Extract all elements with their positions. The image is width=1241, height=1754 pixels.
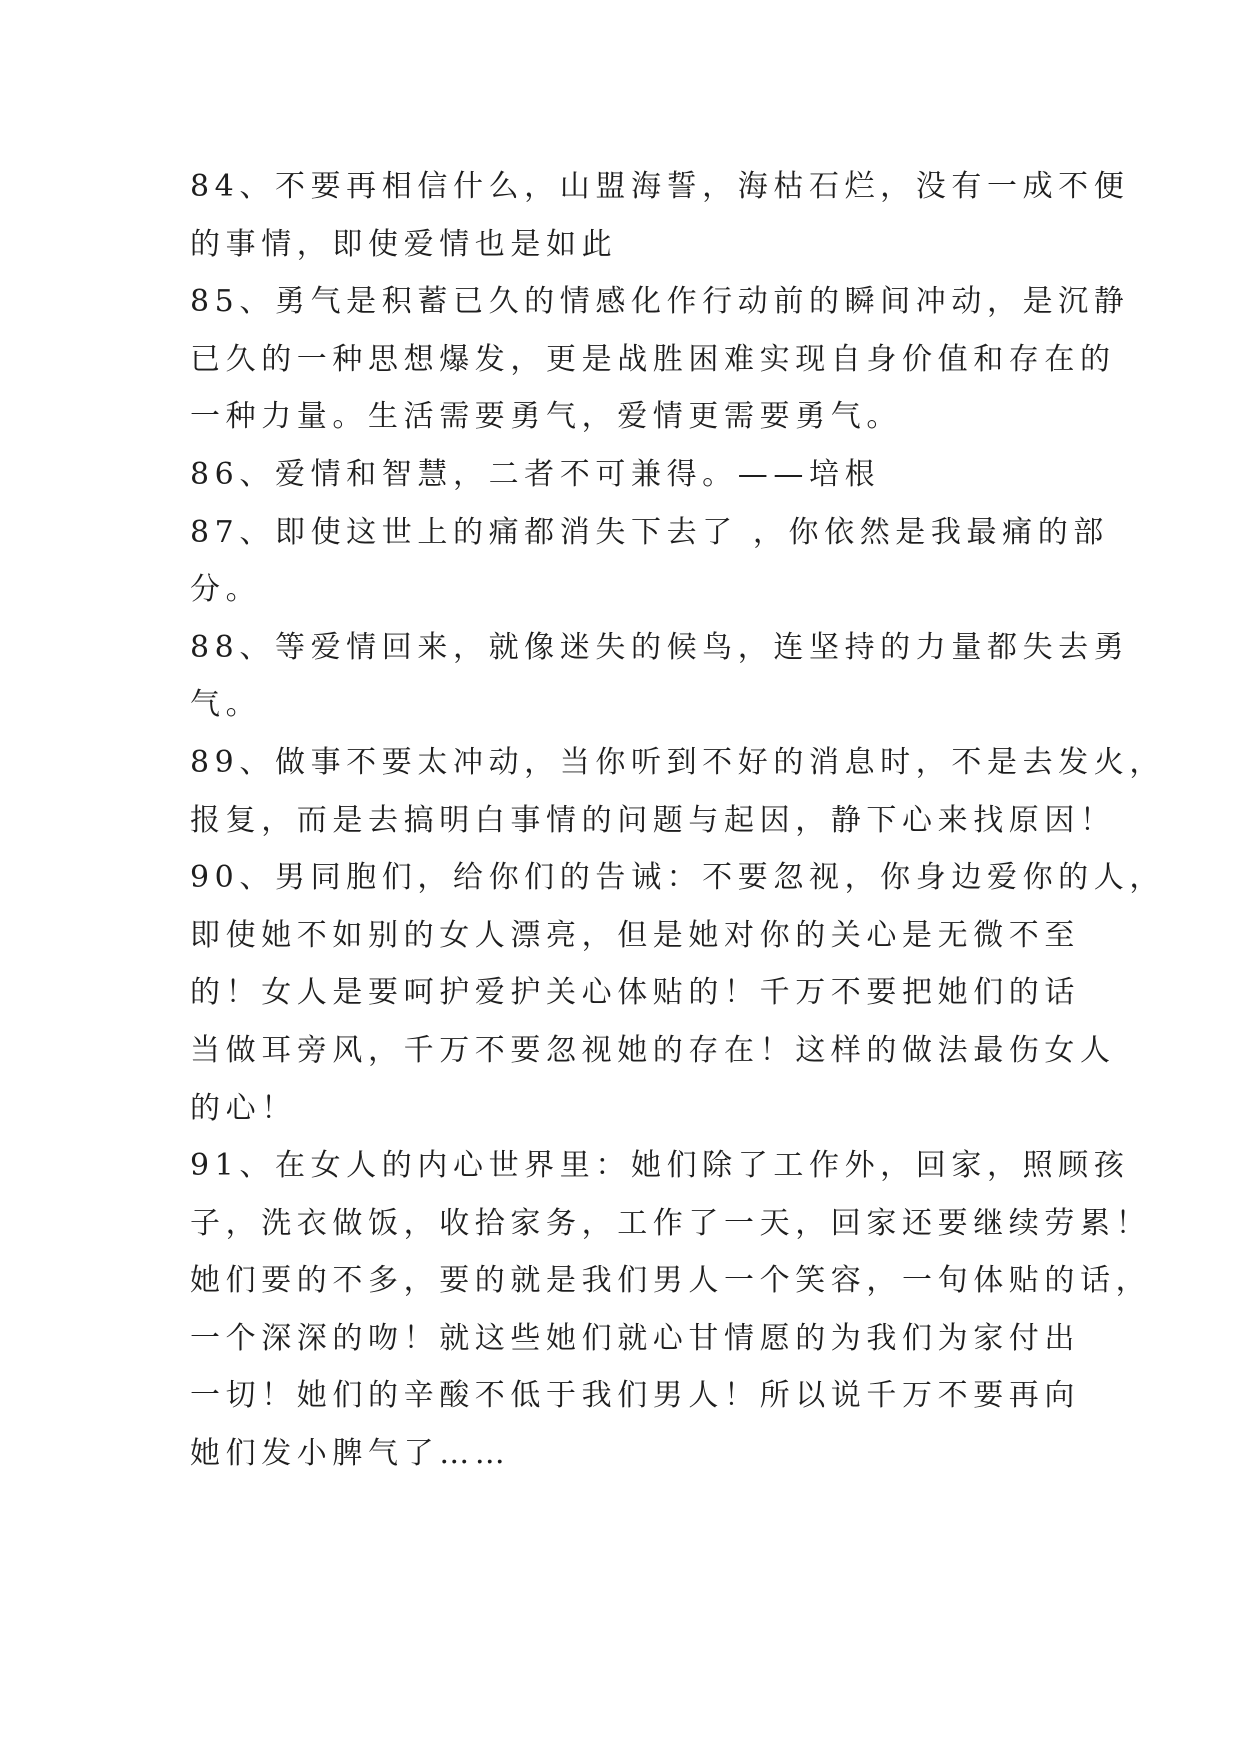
text-line-90-c: 的！女人是要呵护爱护关心体贴的！千万不要把她们的话 xyxy=(190,975,1080,1011)
text-line-84-a: 84、不要再相信什么，山盟海誓，海枯石烂，没有一成不便 xyxy=(190,169,1130,204)
text-line-85-b: 已久的一种思想爆发，更是战胜困难实现自身价值和存在的 xyxy=(190,341,1116,377)
text-line-88-a: 88、等爱情回来，就像迷失的候鸟，连坚持的力量都失去勇 xyxy=(190,629,1130,665)
text-line-91-c: 她们要的不多，要的就是我们男人一个笑容，一句体贴的话， xyxy=(190,1263,1152,1299)
text-line-86: 86、爱情和智慧，二者不可兼得。——培根 xyxy=(190,456,881,492)
text-line-91-f: 她们发小脾气了…… xyxy=(190,1436,511,1472)
text-line-85-a: 85、勇气是积蓄已久的情感化作行动前的瞬间冲动，是沉静 xyxy=(190,284,1130,320)
text-line-91-b: 子，洗衣做饭，收拾家务，工作了一天，回家还要继续劳累！ xyxy=(190,1205,1152,1241)
text-line-84-b: 的事情，即使爱情也是如此 xyxy=(190,226,618,262)
text-line-90-d: 当做耳旁风，千万不要忽视她的存在！这样的做法最伤女人 xyxy=(190,1032,1116,1068)
text-line-90-b: 即使她不如别的女人漂亮，但是她对你的关心是无微不至 xyxy=(190,917,1080,953)
text-line-89-a: 89、做事不要太冲动，当你听到不好的消息时，不是去发火， xyxy=(190,744,1165,780)
text-line-91-e: 一切！她们的辛酸不低于我们男人！所以说千万不要再向 xyxy=(190,1378,1080,1414)
text-line-91-a: 91、在女人的内心世界里：她们除了工作外，回家，照顾孩 xyxy=(190,1148,1130,1184)
text-line-90-a: 90、男同胞们，给你们的告诫：不要忽视，你身边爱你的人， xyxy=(190,860,1165,896)
document-body xyxy=(190,158,1165,1483)
text-line-88-b: 气。 xyxy=(190,687,262,723)
text-line-91-d: 一个深深的吻！就这些她们就心甘情愿的为我们为家付出 xyxy=(190,1320,1080,1356)
text-line-90-e: 的心！ xyxy=(190,1090,297,1126)
text-line-85-c: 一种力量。生活需要勇气，爱情更需要勇气。 xyxy=(190,399,902,435)
text-line-87-a: 87、即使这世上的痛都消失下去了 ，你依然是我最痛的部 xyxy=(190,514,1109,550)
text-line-87-b: 分。 xyxy=(190,572,262,608)
text-line-89-b: 报复，而是去搞明白事情的问题与起因，静下心来找原因！ xyxy=(190,802,1116,838)
